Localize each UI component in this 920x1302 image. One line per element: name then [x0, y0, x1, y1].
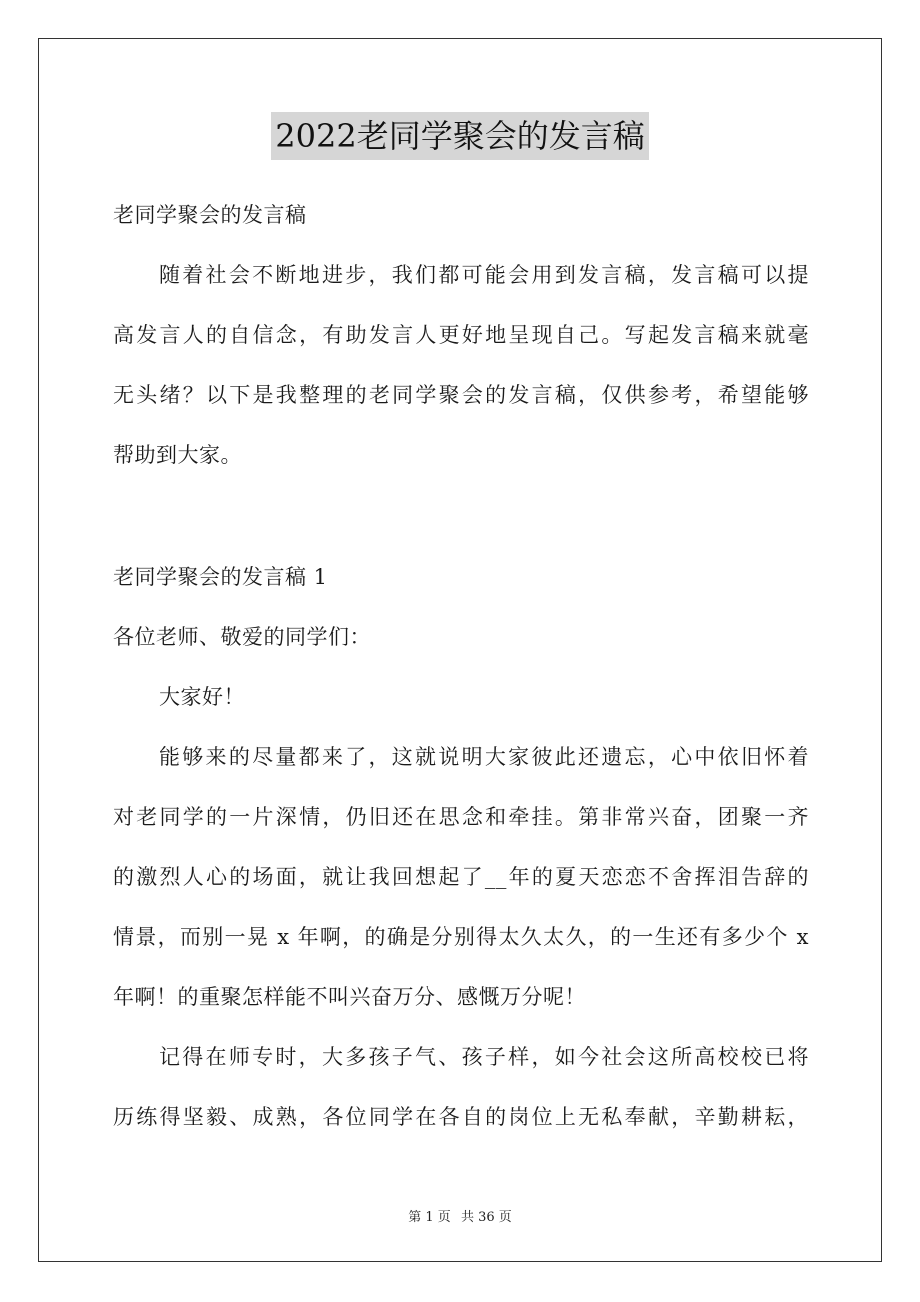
paragraph-line: 无头绪？以下是我整理的老同学聚会的发言稿，仅供参考，希望能够: [113, 383, 809, 407]
section-heading: 老同学聚会的发言稿: [113, 203, 307, 227]
page-number: 第 1 页: [408, 1210, 451, 1225]
paragraph-line: 的激烈人心的场面，就让我回想起了__年的夏天恋恋不舍挥泪告辞的: [113, 865, 809, 889]
paragraph-line: 历练得坚毅、成熟，各位同学在各自的岗位上无私奉献，辛勤耕耘，: [113, 1105, 809, 1129]
page-footer: [0, 1206, 920, 1225]
paragraph-line: 高发言人的自信念，有助发言人更好地呈现自己。写起发言稿来就毫: [113, 323, 809, 347]
page-total: 共 36 页: [460, 1210, 512, 1225]
paragraph-line: 情景，而别一晃 x 年啊，的确是分别得太久太久，的一生还有多少个 x: [113, 925, 809, 949]
document-title: 2022老同学聚会的发言稿: [271, 112, 648, 160]
paragraph-line: 年啊！的重聚怎样能不叫兴奋万分、感慨万分呢！: [113, 985, 586, 1009]
title-container: [0, 112, 920, 160]
paragraph-line: 随着社会不断地进步，我们都可能会用到发言稿，发言稿可以提: [159, 263, 809, 287]
section-heading: 老同学聚会的发言稿 1: [113, 565, 328, 589]
salutation: 各位老师、敬爱的同学们：: [113, 625, 371, 649]
paragraph-line: 帮助到大家。: [113, 443, 242, 467]
greeting: 大家好！: [159, 685, 245, 709]
paragraph-line: 对老同学的一片深情，仍旧还在思念和牵挂。第非常兴奋，团聚一齐: [113, 805, 809, 829]
paragraph-line: 能够来的尽量都来了，这就说明大家彼此还遗忘，心中依旧怀着: [159, 745, 809, 769]
paragraph-line: 记得在师专时，大多孩子气、孩子样，如今社会这所高校校已将: [159, 1045, 809, 1069]
